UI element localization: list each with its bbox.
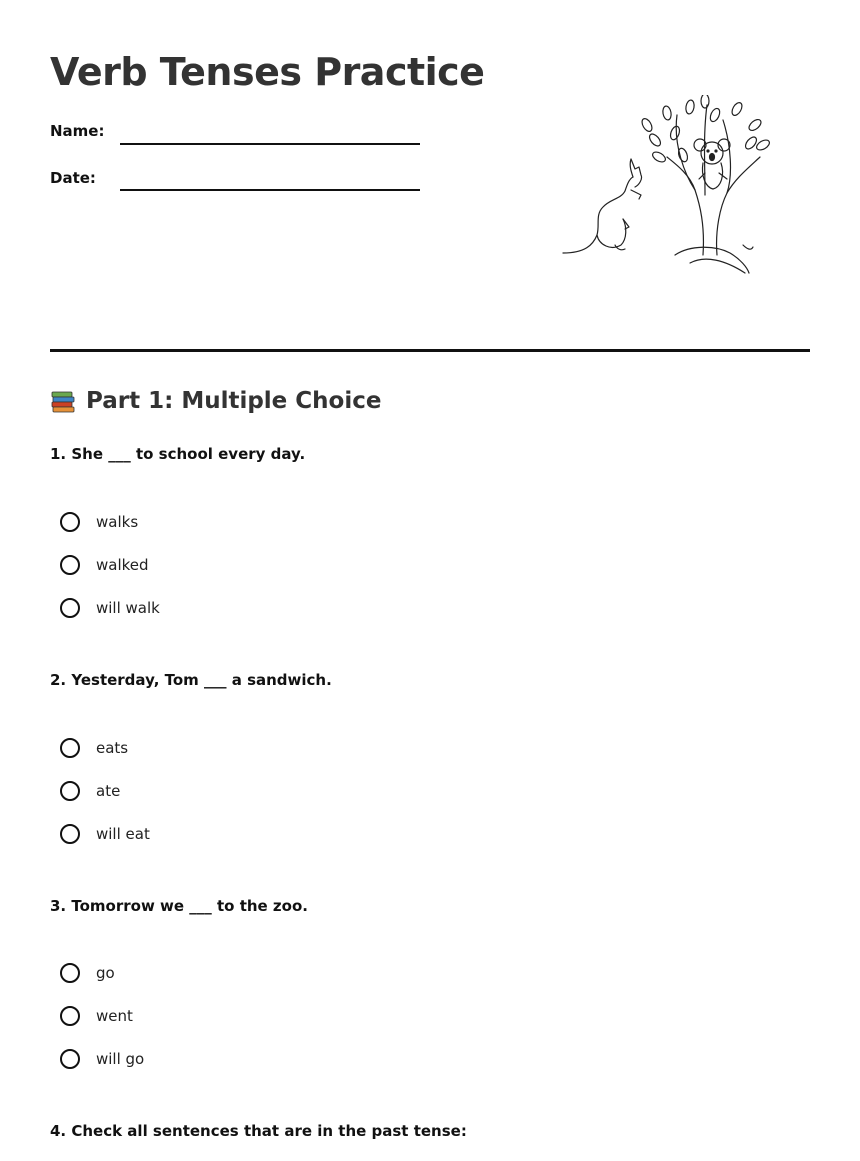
option-label: go (96, 964, 115, 982)
q3-option-go[interactable] (60, 963, 115, 983)
radio-button[interactable] (60, 555, 80, 575)
q1-option-walked[interactable] (60, 555, 149, 575)
radio-button[interactable] (60, 738, 80, 758)
section-title-part1 (50, 388, 381, 414)
name-label: Name: (50, 122, 105, 140)
date-label: Date: (50, 169, 96, 187)
radio-button[interactable] (60, 963, 80, 983)
question-2: 2. Yesterday, Tom ___ a sandwich. (50, 671, 332, 689)
q2-option-eats[interactable] (60, 738, 128, 758)
option-label: walks (96, 513, 139, 531)
option-label: eats (96, 739, 129, 757)
q3-option-will-go[interactable] (60, 1049, 144, 1069)
option-label: will eat (96, 825, 150, 843)
question-4: 4. Check all sentences that are in the past tense: (50, 1122, 467, 1140)
option-label: ate (96, 782, 121, 800)
name-field[interactable] (120, 143, 420, 145)
kangaroo-koala-tree-drawing-icon (555, 95, 780, 280)
option-label: went (96, 1007, 133, 1025)
divider (50, 349, 810, 352)
date-field[interactable] (120, 189, 420, 191)
question-1: 1. She ___ to school every day. (50, 445, 306, 463)
radio-button[interactable] (60, 824, 80, 844)
q1-option-will-walk[interactable] (60, 598, 160, 618)
radio-button[interactable] (60, 512, 80, 532)
q3-option-went[interactable] (60, 1006, 133, 1026)
option-label: will walk (96, 599, 160, 617)
books-icon (50, 388, 76, 414)
radio-button[interactable] (60, 1049, 80, 1069)
q2-option-will-eat[interactable] (60, 824, 150, 844)
q2-option-ate[interactable] (60, 781, 120, 801)
radio-button[interactable] (60, 1006, 80, 1026)
worksheet-title: Verb Tenses Practice (50, 50, 485, 94)
q1-option-walks[interactable] (60, 512, 138, 532)
radio-button[interactable] (60, 598, 80, 618)
section-title-text: Part 1: Multiple Choice (86, 388, 382, 414)
option-label: walked (96, 556, 149, 574)
option-label: will go (96, 1050, 145, 1068)
radio-button[interactable] (60, 781, 80, 801)
question-3: 3. Tomorrow we ___ to the zoo. (50, 897, 308, 915)
